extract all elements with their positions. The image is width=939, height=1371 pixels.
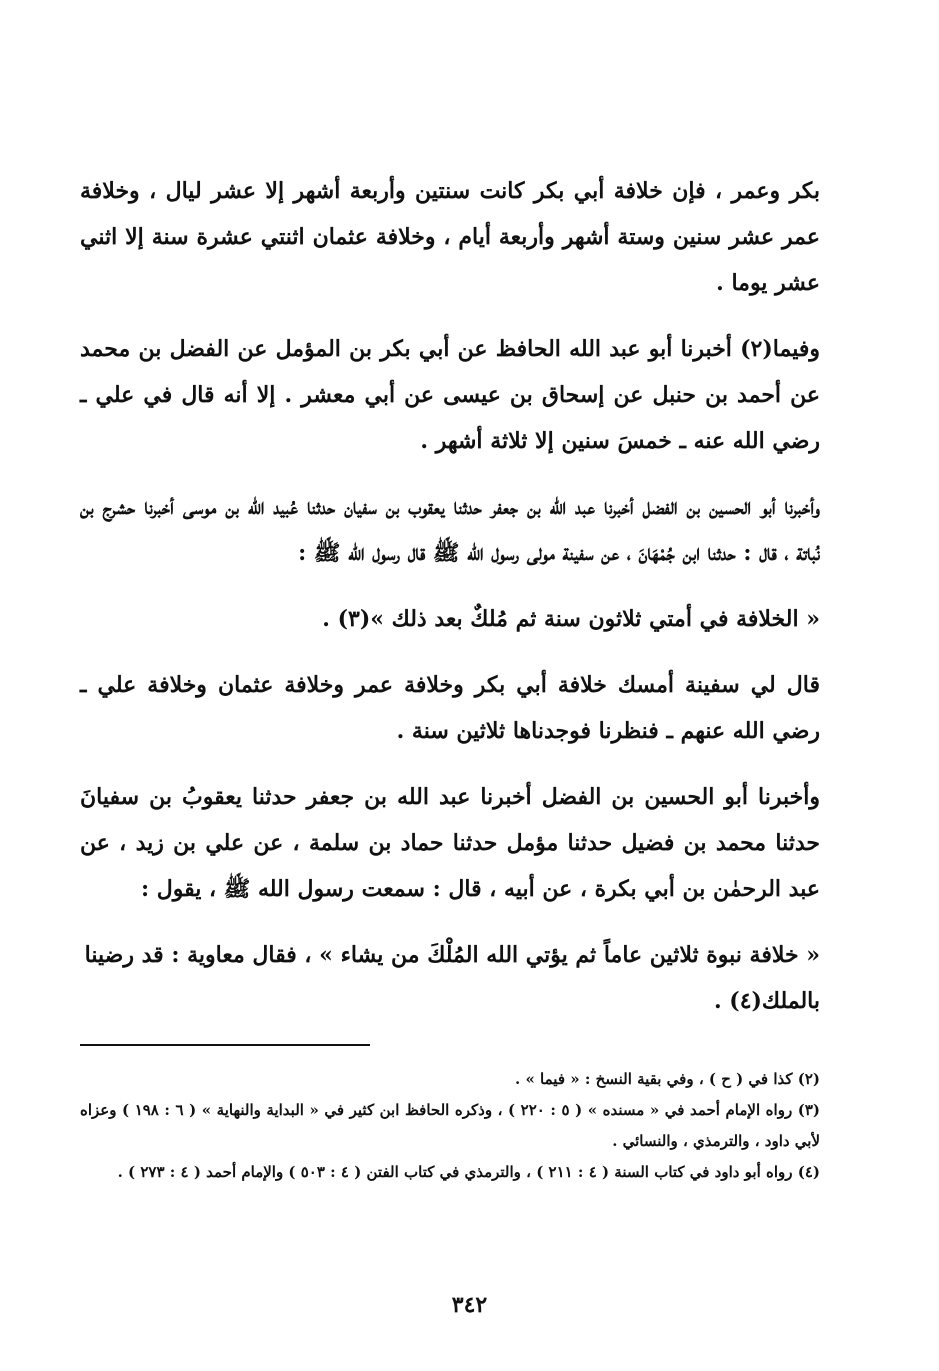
paragraph-2: وفيما(٢) أخبرنا أبو عبد الله الحافظ عن أبي بكر بن المؤمل عن الفضل بن محمد عن أحمد بن حنبل عن إسحاق بن عيسى عن أبي معشر . إلا أنه قال في علي ـ رضي الله عنه ـ خمسَ سنين إلا ثلاثة أشهر . [80,336,820,454]
paragraph-4: قال لي سفينة أمسك خلافة أبي بكر وخلافة عمر وخلافة عثمان وخلافة علي ـ رضي الله عنهم ـ فنظرنا فوجدناها ثلاثين سنة . [80,672,820,744]
paragraph-3: وأخبرنا أبو الحسين بن الفضل أخبرنا عبد الله بن جعفر حدثنا يعقوب بن سفيان حدثنا عُبيد الله بن موسى أخبرنا حشرج بن نُباتة ، قال : حدثنا ابن جُمْهَانَ ، عن سفينة مولى رسول الله ﷺ قال رسول الله ﷺ : [80,494,820,566]
footnotes [80,1064,820,1188]
footnote-divider [80,1044,370,1046]
page-body [80,168,820,1188]
paragraph-1: بكر وعمر ، فإن خلافة أبي بكر كانت سنتين وأربعة أشهر إلا عشر ليال ، وخلافة عمر عشر سنين وستة أشهر وأربعة أيام ، وخلافة عثمان اثنتي عشرة سنة إلا اثني عشر يوما . [80,178,820,296]
footnote-2: (٢) كذا في ( ح ) ، وفي بقية النسخ : « فيما » . [515,1070,820,1088]
footnote-4: (٤) رواه أبو داود في كتاب السنة ( ٤ : ٢١١ ) ، والترمذي في كتاب الفتن ( ٤ : ٥٠٣ ) والإمام أحمد ( ٤ : ٢٧٣ ) . [117,1163,820,1181]
hadith-quote-1: « الخلافة في أمتي ثلاثون سنة ثم مُلكٌ بعد ذلك »(٣) . [322,606,820,632]
hadith-quote-2: « خلافة نبوة ثلاثين عاماً ثم يؤتي الله المُلْكَ من يشاء » ، فقال معاوية : قد رضينا بالملك(٤) . [84,942,820,1014]
footnote-3: (٣) رواه الإمام أحمد في « مسنده » ( ٥ : ٢٢٠ ) ، وذكره الحافظ ابن كثير في « البداية والنهاية » ( ٦ : ١٩٨ ) وعزاه لأبي داود ، والترمذي ، والنسائي . [80,1101,821,1150]
paragraph-5: وأخبرنا أبو الحسين بن الفضل أخبرنا عبد الله بن جعفر حدثنا يعقوبُ بن سفيانَ حدثنا محمد بن فضيل حدثنا مؤمل حدثنا حماد بن سلمة ، عن علي بن زيد ، عن عبد الرحمٰن بن أبي بكرة ، عن أبيه ، قال : سمعت رسول الله ﷺ ، يقول : [80,784,820,902]
page-number: ٣٤٢ [451,1292,488,1318]
